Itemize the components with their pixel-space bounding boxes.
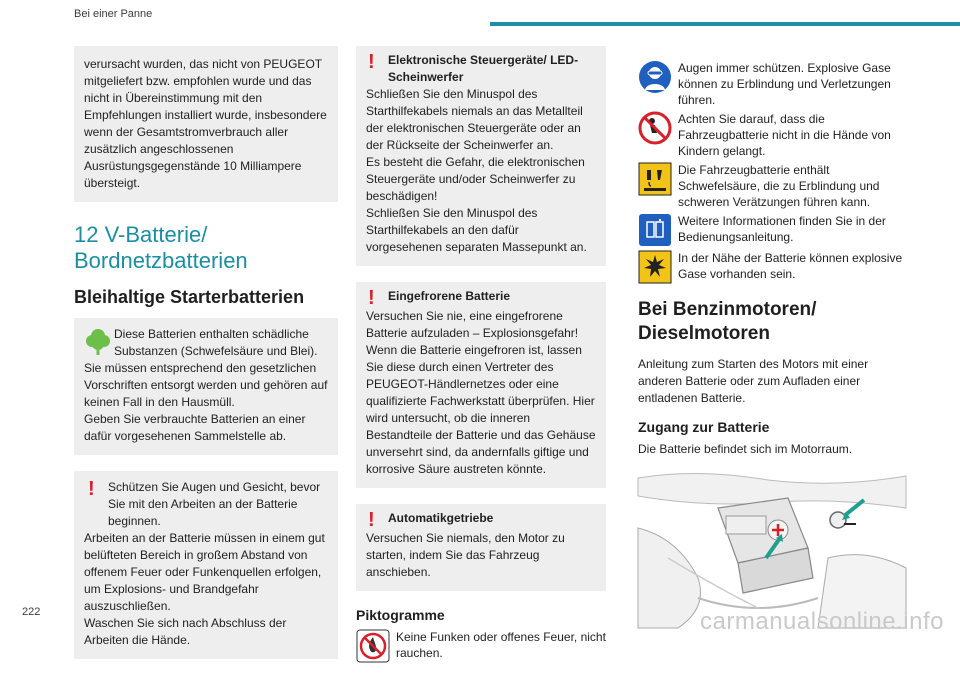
frozen-battery-warning-box [356,282,606,488]
header-accent-bar [490,22,960,26]
eco-text-1: Diese Batterien enthalten schädliche Substanzen (Schwefelsäure und Blei). [114,327,318,358]
ecu-led-warning-box [356,46,606,266]
pictogram-eye-protection [638,60,904,108]
intro-note-box [74,46,338,202]
safety-text-2: Arbeiten an der Batterie müssen in einem gut belüfteten Bereich in großem Abstand von offenem Feuer oder Funkenquellen erfolgen, um Explosions- und Brandgefahr auszuschließen. [84,531,325,613]
frozen-battery-text-2: Wenn die Batterie eingefroren ist, lassen Sie diese durch einen Vertreter des PEUGEOT-Händlernetzes oder eine qualifizierte Fachwerkstatt überprüfen. Hier wird untersucht, ob die inneren Bestandteile der Batterie und das Gehäuse unversehrt sind, da andernfalls giftige und korrosive Säure austreten könnte. [366,343,596,476]
eye-protection-icon [638,60,672,94]
section-title-engines: Bei Benzinmotoren/ Dieselmotoren [638,299,817,344]
column-1 [74,46,338,675]
explosive-gas-text: In der Nähe der Batterie können explosive Gase vorhanden sein. [678,251,903,281]
pictogram-acid [638,162,904,210]
battery-access-heading: Zugang zur Batterie [638,419,770,435]
pictogram-keep-from-children [638,111,904,159]
safety-text-1: Schützen Sie Augen und Gesicht, bevor Sie mit den Arbeiten an der Batterie beginnen. [108,480,321,528]
safety-warning-box [74,471,338,659]
keep-from-children-icon [638,111,672,145]
explosive-gas-icon [638,250,672,284]
ecu-led-text-2: Es besteht die Gefahr, die elektronischen Steuergeräte und/oder Scheinwerfer zu beschädigen! [366,155,585,203]
page-number: 222 [22,606,41,618]
warning-exclamation-icon: ! [368,509,375,531]
warning-exclamation-icon: ! [368,51,375,73]
automatic-gearbox-warning-box [356,504,606,591]
frozen-battery-title: Eingefrorene Batterie [388,289,511,303]
pictogram-explosive [638,250,904,284]
eco-text-3: Geben Sie verbrauchte Batterien an einer dafür vorgesehenen Sammelstelle ab. [84,412,306,443]
pictogram-no-fire [356,629,606,663]
acid-warning-text: Die Fahrzeugbatterie enthält Schwefelsäure, die zu Erblindung und schweren Verätzungen führen kann. [678,163,880,209]
acid-warning-icon [638,162,672,196]
automatic-gearbox-text: Versuchen Sie niemals, den Motor zu starten, indem Sie das Fahrzeug anschieben. [366,531,565,579]
pictograms-heading: Piktogramme [356,607,445,623]
eco-text-2: Sie müssen entsprechend den gesetzlichen Vorschriften entsorgt werden und gehören auf keinen Fall in den Hausmüll. [84,361,328,409]
engine-bay-illustration [638,468,906,628]
environment-note-box [74,318,338,455]
eye-protection-text: Augen immer schützen. Explosive Gase können zu Erblindung und Verletzungen führen. [678,61,891,107]
section-title-battery: 12 V-Batterie/ Bordnetzbatterien [74,222,248,273]
keep-from-children-text: Achten Sie darauf, dass die Fahrzeugbatterie nicht in die Hände von Kindern gelangt. [678,112,891,158]
frozen-battery-text-1: Versuchen Sie nie, eine eingefrorene Batterie aufzuladen – Explosionsgefahr! [366,309,579,340]
tree-eco-icon [84,326,114,358]
ecu-led-text-1: Schließen Sie den Minuspol des Starthilfekabels niemals an das Metallteil der elektronischen Steuergeräte oder an der Rückseite der Scheinwerfer an. [366,87,583,152]
intro-note-text: verursacht wurden, das nicht von PEUGEOT mitgeliefert bzw. empfohlen wurde und das nicht in Übereinstimmung mit den Empfehlungen installiert wurde, insbesondere wenn der Gesamtstromverbrauch aller zusätzlich angeschlossenen Ausrüstungsgegenstände 10 Milliampere übersteigt. [84,57,327,190]
manual-book-text: Weitere Informationen finden Sie in der Bedienungsanleitung. [678,214,886,244]
pictogram-manual [638,213,904,247]
subsection-lead-batteries: Bleihaltige Starterbatterien [74,287,305,307]
manual-book-icon [638,213,672,247]
no-fire-icon [356,629,390,663]
ecu-led-text-3: Schließen Sie den Minuspol des Starthilfekabels an den dafür vorgesehenen separaten Massepunkt an. [366,206,587,254]
ecu-led-title: Elektronische Steuergeräte/ LED-Scheinwerfer [388,53,579,84]
engines-intro-text: Anleitung zum Starten des Motors mit einer anderen Batterie oder zum Aufladen einer entladenen Batterie. [638,357,869,405]
no-fire-text: Keine Funken oder offenes Feuer, nicht rauchen. [396,630,606,660]
watermark: carmanualsonline.info [700,608,944,635]
column-3 [638,60,904,628]
safety-text-3: Waschen Sie sich nach Abschluss der Arbeiten die Hände. [84,616,287,647]
warning-exclamation-icon: ! [88,478,95,500]
running-header: Bei einer Panne [74,8,153,20]
automatic-gearbox-title: Automatikgetriebe [388,511,494,525]
warning-exclamation-icon: ! [368,287,375,309]
column-2 [356,46,606,666]
battery-access-text: Die Batterie befindet sich im Motorraum. [638,442,853,456]
